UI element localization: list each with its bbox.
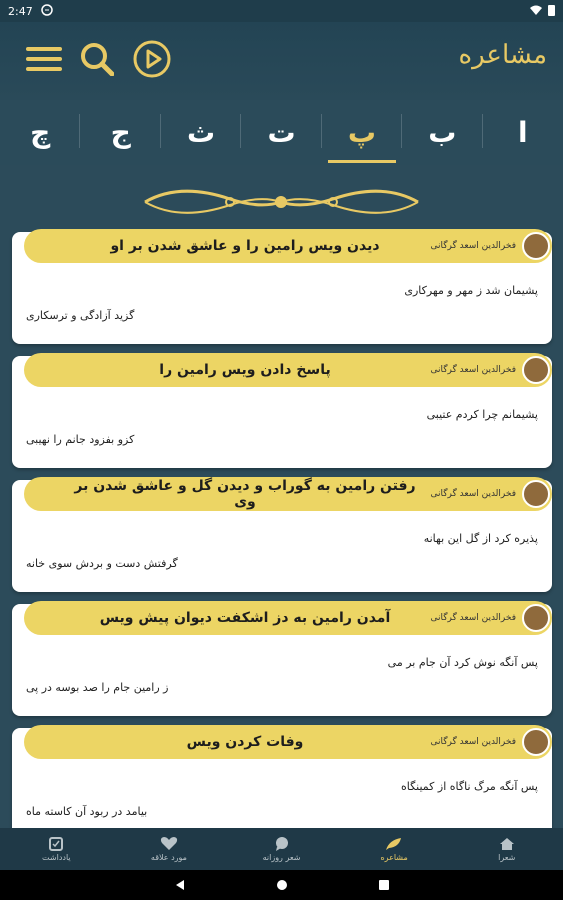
poet-name: فخرالدین اسعد گرگانی: [430, 737, 516, 747]
verse-line-1: پذیره کرد از گل این بهانه: [423, 532, 538, 545]
play-icon[interactable]: [132, 39, 172, 83]
status-time: 2:47: [8, 4, 33, 18]
poet-name: فخرالدین اسعد گرگانی: [430, 489, 516, 499]
poet-name: فخرالدین اسعد گرگانی: [430, 241, 516, 251]
home-button-icon[interactable]: [276, 876, 288, 895]
wifi-icon: [530, 5, 542, 18]
search-icon[interactable]: [80, 42, 114, 80]
poet-avatar: [522, 728, 550, 756]
poet-avatar: [522, 356, 550, 384]
verse-line-2: بیامد در ربود آن کاسته ماه: [26, 805, 148, 818]
poet-name: فخرالدین اسعد گرگانی: [430, 613, 516, 623]
battery-icon: [548, 4, 555, 19]
nav-item-poets[interactable]: [450, 828, 563, 870]
tab-letter[interactable]: ت: [241, 100, 321, 165]
poem-card[interactable]: [12, 232, 552, 344]
poet-avatar: [522, 480, 550, 508]
nav-item-mushaere[interactable]: [338, 828, 451, 870]
menu-icon[interactable]: [26, 45, 62, 77]
poem-title: رفتن رامین به گوراب و دیدن گل و عاشق شدن بر وی: [74, 478, 416, 510]
nav-label: شعرا: [498, 852, 516, 862]
verse-line-2: کزو بفزود جانم را نهیبی: [26, 433, 135, 446]
poem-title: پاسخ دادن ویس رامین را: [159, 362, 331, 378]
verse-line-2: گزید آزادگی و ترسکاری: [26, 309, 135, 322]
tab-letter-active[interactable]: پ: [322, 100, 402, 165]
chat-icon: [274, 837, 290, 851]
verse-line-1: پس آنگه نوش کرد آن جام بر می: [387, 656, 538, 669]
poem-ribbon: [24, 353, 552, 387]
app-header: [0, 22, 563, 100]
heart-icon: [160, 836, 178, 851]
nav-item-daily[interactable]: [225, 828, 338, 870]
feather-icon: [385, 837, 403, 851]
recents-icon[interactable]: [378, 876, 390, 895]
nav-label: یادداشت: [42, 852, 71, 862]
poet-avatar: [522, 604, 550, 632]
tab-letter[interactable]: ب: [402, 100, 482, 165]
nav-label: مشاعره: [380, 852, 408, 862]
nav-label: شعر روزانه: [262, 852, 301, 862]
app-title: مشاعره: [458, 40, 547, 70]
notification-icon: [41, 4, 53, 19]
poem-ribbon: [24, 601, 552, 635]
poem-card[interactable]: [12, 480, 552, 592]
nav-label: مورد علاقه: [150, 853, 187, 862]
poem-card[interactable]: [12, 728, 552, 828]
nav-item-notes[interactable]: [0, 828, 113, 870]
poem-ribbon: [24, 725, 552, 759]
verse-line-1: پس آنگه مرگ ناگاه از کمینگاه: [400, 780, 538, 793]
nav-item-favorites[interactable]: [113, 828, 226, 870]
back-icon[interactable]: [174, 876, 186, 895]
poem-card[interactable]: [12, 604, 552, 716]
letter-tabs: [0, 100, 563, 165]
poet-avatar: [522, 232, 550, 260]
poem-ribbon: [24, 477, 552, 511]
poem-card[interactable]: [12, 356, 552, 468]
tab-letter[interactable]: چ: [0, 100, 80, 165]
tab-letter[interactable]: ث: [161, 100, 241, 165]
bottom-nav: [0, 828, 563, 870]
ornament-divider: [140, 177, 423, 227]
tab-letter[interactable]: ا: [517, 116, 528, 149]
verse-line-2: گرفتش دست و بردش سوی خانه: [26, 557, 178, 570]
verse-line-2: ز رامین جام را صد بوسه در پی: [26, 681, 169, 694]
verse-line-1: پشیمان شد ز مهر و مهرکاری: [404, 284, 538, 297]
system-nav-bar: [0, 870, 563, 900]
tab-letter[interactable]: ج: [80, 100, 160, 165]
poem-title: دیدن ویس رامین را و عاشق شدن بر او: [110, 238, 380, 254]
poet-name: فخرالدین اسعد گرگانی: [430, 365, 516, 375]
verse-line-1: پشیمانم چرا کردم عتیبی: [426, 408, 538, 421]
note-icon: [49, 837, 63, 851]
home-icon: [499, 837, 515, 851]
status-bar: [0, 0, 563, 22]
poem-title: وفات کردن ویس: [186, 734, 304, 750]
poem-title: آمدن رامین به دز اشکفت دیوان پیش ویس: [99, 610, 391, 626]
poem-ribbon: [24, 229, 552, 263]
poem-list[interactable]: [0, 165, 563, 828]
